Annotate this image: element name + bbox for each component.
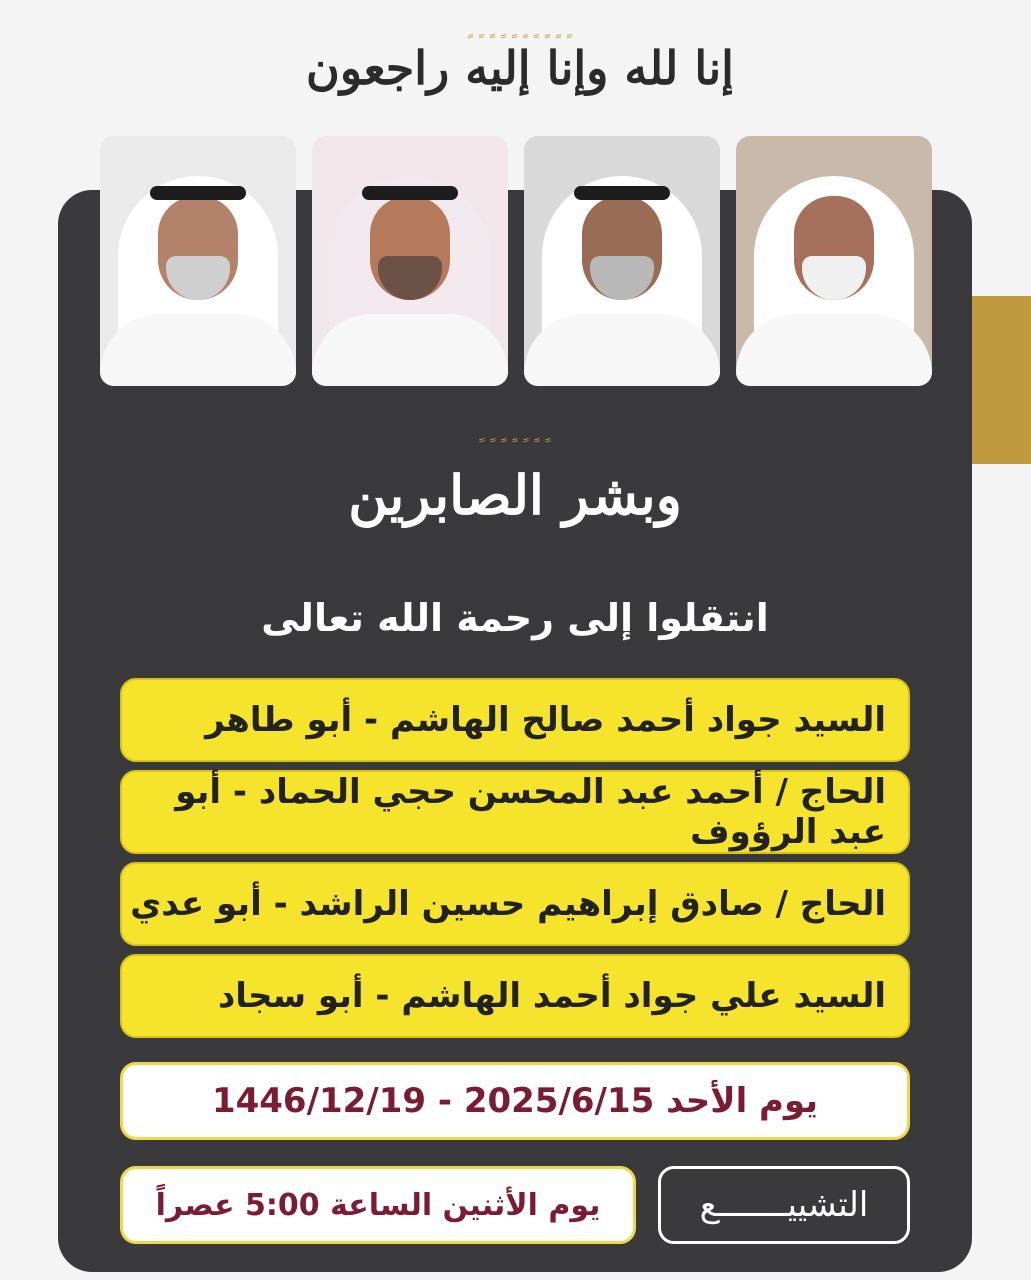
verse-calligraphy [320, 410, 710, 580]
thobe [100, 314, 296, 386]
name-box-1: السيد جواد أحمد صالح الهاشم - أبو طاهر [120, 678, 910, 762]
name-box-3: الحاج / صادق إبراهيم حسين الراشد - أبو عدي [120, 862, 910, 946]
header-calligraphy [250, 12, 790, 124]
name-box-2: الحاج / أحمد عبد المحسن حجي الحماد - أبو عبد الرؤوف [120, 770, 910, 854]
header-text: إنا لله وإنا إليه راجعون [306, 41, 734, 95]
calligraphy-diacritics: ﹴ ﹴ ﹴ ﹴ ﹴ ﹴ ﹴ [479, 422, 551, 443]
agal [574, 186, 670, 200]
name-box-4: السيد علي جواد أحمد الهاشم - أبو سجاد [120, 954, 910, 1038]
funeral-time: يوم الأثنين الساعة 5:00 عصراً [120, 1166, 636, 1244]
funeral-label: التشييـــــــع [658, 1166, 910, 1244]
agal [150, 186, 246, 200]
thobe [736, 314, 932, 386]
date-line: يوم الأحد 2025/6/15 - 1446/12/19 [120, 1062, 910, 1140]
calligraphy-diacritics: ﹴ ﹴ ﹴ ﹴ ﹴ ﹴ ﹴ ﹴ ﹴ ﹴ [467, 18, 573, 39]
verse-text: وبشر الصابرين [348, 463, 682, 527]
portrait-1 [100, 136, 296, 386]
thobe [312, 314, 508, 386]
thobe [524, 314, 720, 386]
portrait-2 [312, 136, 508, 386]
portrait-4 [736, 136, 932, 386]
portrait-3 [524, 136, 720, 386]
side-credit [14, 300, 42, 460]
agal [362, 186, 458, 200]
subtitle: انتقلوا إلى رحمة الله تعالى [261, 596, 769, 640]
